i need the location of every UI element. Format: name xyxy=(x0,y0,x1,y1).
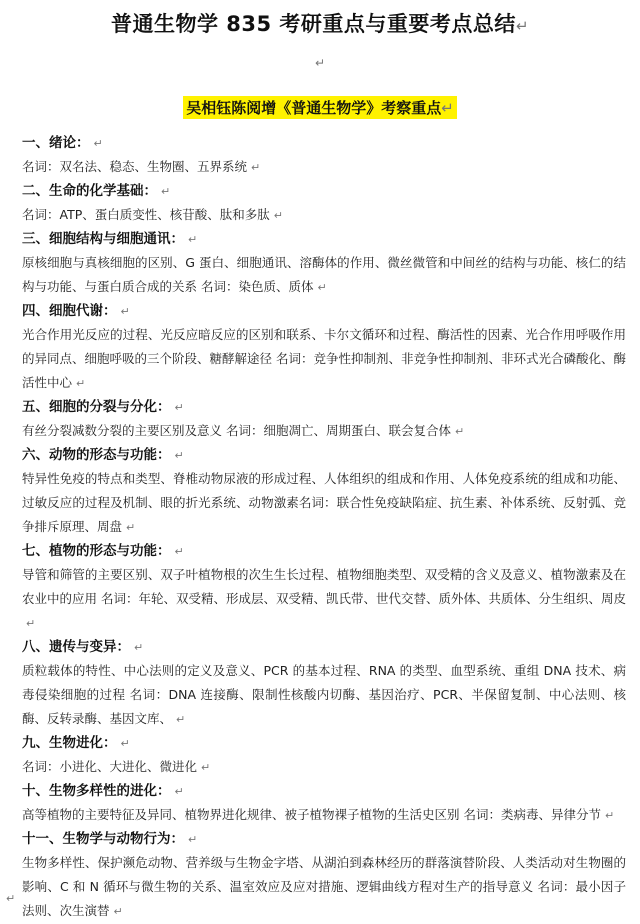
section-body xyxy=(22,419,626,444)
section-heading-text: 七、植物的形态与功能： xyxy=(22,543,171,559)
paragraph-mark-icon: ↵ xyxy=(317,281,327,294)
paragraph-mark-icon: ↵ xyxy=(174,449,184,462)
section-body-text: 特异性免疫的特点和类型、脊椎动物尿液的形成过程、人体组织的组成和作用、人体免疫系统的组成和功能、过敏反应的过程及机制、眼的折光系统、动物激素名词：联合性免疫缺陷症、抗生素、补体系统、反射弧、竞争排斥原理、周盘 xyxy=(22,471,626,534)
section-heading xyxy=(22,444,626,467)
section-heading-text: 九、生物进化： xyxy=(22,735,117,751)
section-heading xyxy=(22,180,626,203)
section-plant-morphology xyxy=(22,540,626,636)
section-body xyxy=(22,251,626,300)
paragraph-mark-icon: ↵ xyxy=(454,425,465,438)
paragraph-mark-icon: ↵ xyxy=(174,545,184,558)
section-heading-text: 十一、生物学与动物行为： xyxy=(22,831,184,847)
section-body-text: 生物多样性、保护濒危动物、营养级与生物金字塔、从湖泊到森林经历的群落演替阶段、人类活动对生物圈的影响、C 和 N 循环与微生物的关系、温室效应及应对措施、逻辑曲线方程对生产的指导意义 名词：最小因子法则、次生演替 xyxy=(22,855,626,918)
section-heading xyxy=(22,732,626,755)
document-title-text: 普通生物学 835 考研重点与重要考点总结 xyxy=(110,12,516,36)
section-heading xyxy=(22,300,626,323)
section-heading-text: 三、细胞结构与细胞通讯： xyxy=(22,231,184,247)
paragraph-mark-icon: ↵ xyxy=(113,905,123,918)
section-heading-text: 一、绪论： xyxy=(22,135,90,151)
section-heading-text: 八、遗传与变异： xyxy=(22,639,130,655)
section-genetics xyxy=(22,636,626,732)
section-evolution xyxy=(22,732,626,780)
paragraph-mark-icon: ↵ xyxy=(604,809,615,822)
paragraph-mark-icon: ↵ xyxy=(515,17,530,35)
section-body-text: 高等植物的主要特征及异同、植物界进化规律、被子植物裸子植物的生活史区别 名词：类病毒、异律分节 xyxy=(22,807,601,822)
section-body-text: 光合作用光反应的过程、光反应暗反应的区别和联系、卡尔文循环和过程、酶活性的因素、光合作用呼吸作用的异同点、细胞呼吸的三个阶段、糖酵解途径 名词：竞争性抑制剂、非竞争性抑制剂、非环式光合磷酸化、酶活性中心 xyxy=(22,327,626,390)
section-heading xyxy=(22,636,626,659)
section-heading-text: 四、细胞代谢： xyxy=(22,303,117,319)
subtitle-text: 吴相钰陈阅增《普通生物学》考察重点 xyxy=(186,99,442,117)
section-ecology-behavior xyxy=(22,828,626,924)
paragraph-mark-icon: ↵ xyxy=(174,785,184,798)
section-heading xyxy=(22,132,626,155)
section-heading xyxy=(22,228,626,251)
section-body-text: 原核细胞与真核细胞的区别、G 蛋白、细胞通讯、溶酶体的作用、微丝微管和中间丝的结构与功能、核仁的结构与功能、与蛋白质合成的关系 名词：染色质、质体 xyxy=(22,255,626,294)
section-body xyxy=(22,803,626,828)
paragraph-mark-icon: ↵ xyxy=(174,401,184,414)
document-title xyxy=(0,8,640,38)
paragraph-mark-icon: ↵ xyxy=(273,209,283,222)
paragraph-mark-icon: ↵ xyxy=(188,833,198,846)
paragraph-mark-icon: ↵ xyxy=(93,137,103,150)
paragraph-mark-icon: ↵ xyxy=(76,377,86,390)
section-glossary-text: 名词：双名法、稳态、生物圈、五界系统 xyxy=(22,159,248,174)
paragraph-mark-icon: ↵ xyxy=(26,617,36,630)
section-heading-text: 五、细胞的分裂与分化： xyxy=(22,399,171,415)
highlighted-subtitle xyxy=(183,96,457,119)
paragraph-mark-icon: ↵ xyxy=(441,99,454,117)
section-heading xyxy=(22,780,626,803)
section-heading xyxy=(22,396,626,419)
section-cell-structure xyxy=(22,228,626,300)
subtitle-block xyxy=(0,96,640,119)
paragraph-mark-icon: ↵ xyxy=(6,892,16,905)
section-body-text: 质粒载体的特性、中心法则的定义及意义、PCR 的基本过程、RNA 的类型、血型系统、重组 DNA 技术、病毒侵染细胞的过程 名词：DNA 连接酶、限制性核酸内切酶、基因治疗、PCR、半保留复制、中心法则、核酶、反转录酶、基因文库、 xyxy=(22,663,626,726)
section-body xyxy=(22,563,626,636)
section-cell-division xyxy=(22,396,626,444)
section-chemistry xyxy=(22,180,626,228)
paragraph-mark-icon: ↵ xyxy=(251,161,261,174)
section-list xyxy=(22,132,626,924)
section-heading xyxy=(22,828,626,851)
section-heading-text: 六、动物的形态与功能： xyxy=(22,447,171,463)
paragraph-mark-icon: ↵ xyxy=(176,713,186,726)
section-heading-text: 十、生物多样性的进化： xyxy=(22,783,171,799)
paragraph-mark-icon: ↵ xyxy=(120,305,130,318)
section-biodiversity xyxy=(22,780,626,828)
section-metabolism xyxy=(22,300,626,396)
section-animal-morphology xyxy=(22,444,626,540)
paragraph-mark-icon: ↵ xyxy=(188,233,198,246)
section-glossary-text: 名词：ATP、蛋白质变性、核苷酸、肽和多肽 xyxy=(22,207,270,222)
paragraph-mark-icon: ↵ xyxy=(134,641,144,654)
paragraph-mark-icon: ↵ xyxy=(161,185,171,198)
paragraph-mark-icon: ↵ xyxy=(314,56,326,70)
paragraph-mark-icon: ↵ xyxy=(120,737,130,750)
paragraph-mark-icon: ↵ xyxy=(201,761,211,774)
section-body-text: 导管和筛管的主要区别、双子叶植物根的次生生长过程、植物细胞类型、双受精的含义及意义、植物激素及在农业中的应用 名词：年轮、双受精、形成层、双受精、凯氏带、世代交替、质外体、共质体、分生组织、周皮 xyxy=(22,567,626,606)
section-glossary xyxy=(22,203,626,228)
section-body xyxy=(22,659,626,732)
paragraph-mark-icon: ↵ xyxy=(126,521,136,534)
section-body xyxy=(22,467,626,540)
section-body xyxy=(22,851,626,924)
section-glossary xyxy=(22,755,626,780)
section-glossary-text: 名词：小进化、大进化、微进化 xyxy=(22,759,198,774)
section-body xyxy=(22,323,626,396)
section-glossary xyxy=(22,155,626,180)
section-introduction xyxy=(22,132,626,180)
section-heading-text: 二、生命的化学基础： xyxy=(22,183,157,199)
section-heading xyxy=(22,540,626,563)
section-body-text: 有丝分裂减数分裂的主要区别及意义 名词：细胞凋亡、周期蛋白、联会复合体 xyxy=(22,423,451,438)
